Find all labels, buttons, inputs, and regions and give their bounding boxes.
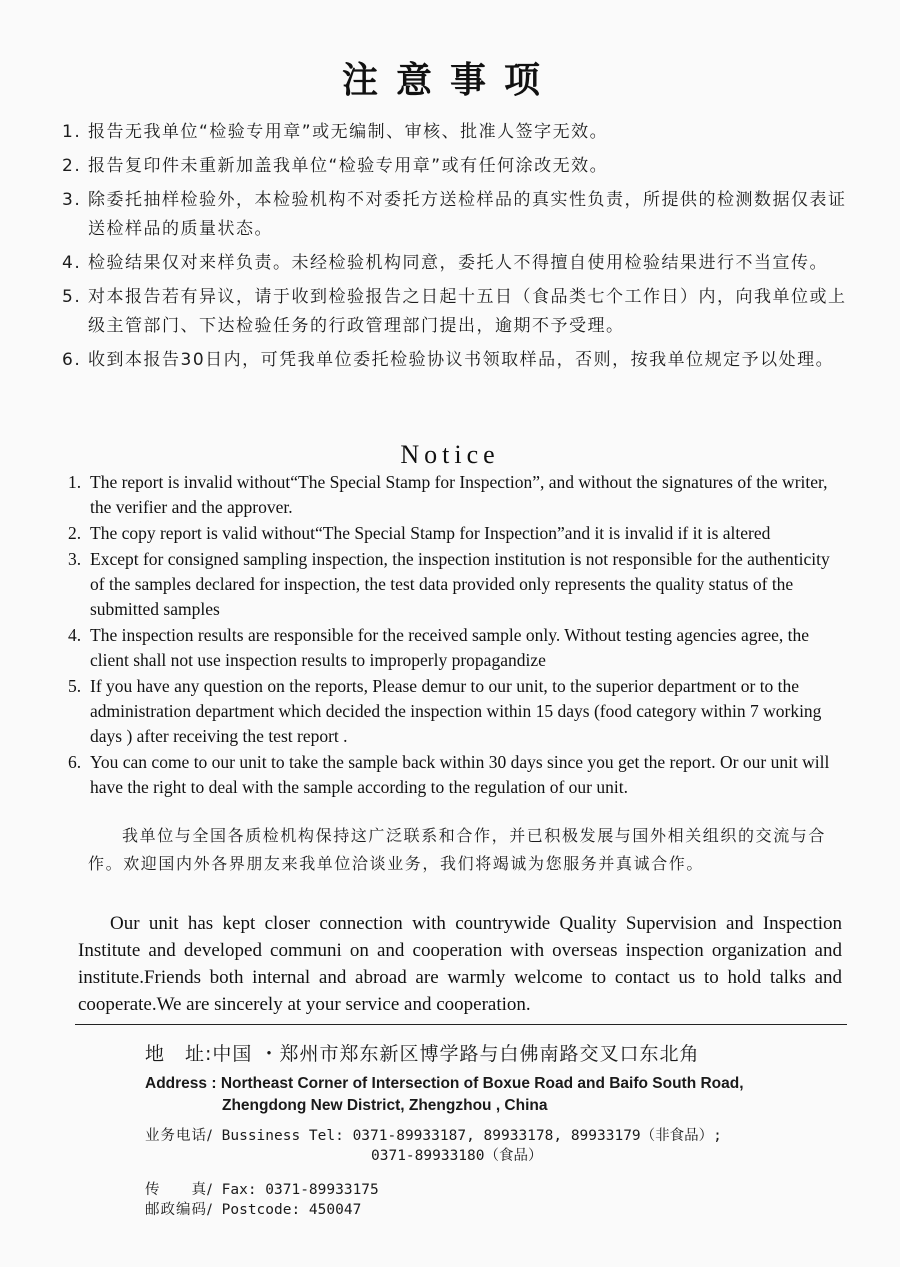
address-cn: [145, 1038, 845, 1070]
address-cn-value: 中国 ・郑州市郑东新区博学路与白佛南路交叉口东北角: [212, 1043, 700, 1065]
cn-item-text: 报告无我单位“检验专用章”或无编制、审核、批准人签字无效。: [88, 122, 609, 142]
cooperation-paragraph-cn: 我单位与全国各质检机构保持这广泛联系和合作，并已积极发展与国外相关组织的交流与合作。欢迎国内外各界朋友来我单位洽谈业务，我们将竭诚为您服务并真诚合作。: [88, 826, 827, 873]
cn-notice-item: [62, 186, 852, 244]
address-en: [145, 1073, 845, 1117]
cn-notice-item: [62, 283, 852, 341]
cn-item-text: 除委托抽样检验外，本检验机构不对委托方送检样品的真实性负责，所提供的检测数据仅表证送检样品的质量状态。: [88, 190, 847, 239]
en-notice-item: [68, 750, 848, 800]
en-item-number: 6.: [68, 752, 82, 772]
en-item-text: The inspection results are responsible for the received sample only. Without testing agencies agree, the client shall not use inspection results to improperly propagandize: [90, 625, 809, 670]
phone-label-en: Bussiness Tel:: [221, 1128, 344, 1144]
en-item-text: If you have any question on the reports, Please demur to our unit, to the superior department or to the administration department which decided the inspection within 15 days (food category within 7 working days ) after receiving the test report .: [90, 676, 822, 746]
en-notice-item: [68, 674, 848, 749]
en-notice-item: [68, 521, 848, 546]
en-item-text: You can come to our unit to take the sample back within 30 days since you get the report. Or our unit will have the right to deal with the sample according to the regulation of our unit.: [90, 752, 830, 797]
cn-item-text: 检验结果仅对来样负责。未经检验机构同意，委托人不得擅自使用检验结果进行不当宣传。: [88, 253, 828, 273]
phone-block: [145, 1126, 845, 1220]
address-en-line2: Zhengdong New District, Zhengzhou , China: [222, 1097, 548, 1114]
en-notice-title: Notice: [400, 440, 500, 469]
fax-value: Fax: 0371-89933175: [221, 1182, 379, 1198]
phone-line: [145, 1126, 845, 1146]
cn-item-number: 1.: [62, 122, 82, 142]
cn-item-number: 5.: [62, 287, 82, 307]
phone-label-cn: 业务电话/: [145, 1128, 213, 1144]
cn-notice-title: 注意事项: [341, 60, 558, 101]
cn-item-text: 收到本报告30日内，可凭我单位委托检验协议书领取样品，否则，按我单位规定予以处理。: [88, 350, 835, 370]
cn-item-number: 6.: [62, 350, 82, 370]
contact-footer: [145, 1038, 845, 1220]
cn-notice-item: [62, 346, 852, 375]
cn-notice-item: [62, 249, 852, 278]
cooperation-paragraph-en: Our unit has kept closer connection with countrywide Quality Supervision and Inspection Institute and developed communi on and cooperation with overseas inspection organization and institute.Friends both internal and abroad are warmly welcome to contact us to hold talks and cooperate.We are sincerely at your service and cooperation.: [78, 913, 842, 1015]
en-item-number: 2.: [68, 523, 82, 543]
en-item-text: The copy report is valid without“The Special Stamp for Inspection”and it is invalid if it is altered: [90, 523, 771, 543]
fax-line: [145, 1180, 845, 1200]
en-notice-item: [68, 623, 848, 673]
fax-label-cn: 传 真/: [145, 1182, 213, 1198]
cn-item-number: 4.: [62, 253, 82, 273]
postcode-line: [145, 1200, 845, 1220]
cn-item-text: 报告复印件未重新加盖我单位“检验专用章”或有任何涂改无效。: [88, 156, 609, 176]
address-en-label: Address :: [145, 1075, 217, 1092]
en-item-number: 1.: [68, 472, 82, 492]
en-notice-list: [68, 470, 848, 801]
postcode-value: Postcode: 450047: [221, 1202, 362, 1218]
en-item-number: 3.: [68, 549, 82, 569]
footer-divider: [75, 1024, 847, 1025]
en-notice-item: [68, 547, 848, 622]
cn-notice-item: [62, 118, 852, 147]
phone-numbers-1: 0371-89933187, 89933178, 89933179（非食品）;: [352, 1128, 722, 1144]
phone-numbers-2: 0371-89933180（食品）: [371, 1148, 543, 1164]
en-item-number: 4.: [68, 625, 82, 645]
en-notice-item: [68, 470, 848, 520]
address-cn-label: 地 址:: [145, 1043, 213, 1065]
cn-notice-item: [62, 152, 852, 181]
cn-item-number: 3.: [62, 190, 82, 210]
en-item-number: 5.: [68, 676, 82, 696]
postcode-label-cn: 邮政编码/: [145, 1202, 213, 1218]
cn-item-number: 2.: [62, 156, 82, 176]
en-item-text: The report is invalid without“The Special Stamp for Inspection”, and without the signatures of the writer, the verifier and the approver.: [90, 472, 828, 517]
cn-notice-list: [62, 118, 852, 380]
address-en-line1: Northeast Corner of Intersection of Boxue Road and Baifo South Road,: [220, 1075, 744, 1092]
en-item-text: Except for consigned sampling inspection, the inspection institution is not responsible for the authenticity of the samples declared for inspection, the test data provided only represents the quality status of the submitted samples: [90, 549, 830, 619]
cn-item-text: 对本报告若有异议，请于收到检验报告之日起十五日（食品类七个工作日）内，向我单位或上级主管部门、下达检验任务的行政管理部门提出，逾期不予受理。: [88, 287, 847, 336]
